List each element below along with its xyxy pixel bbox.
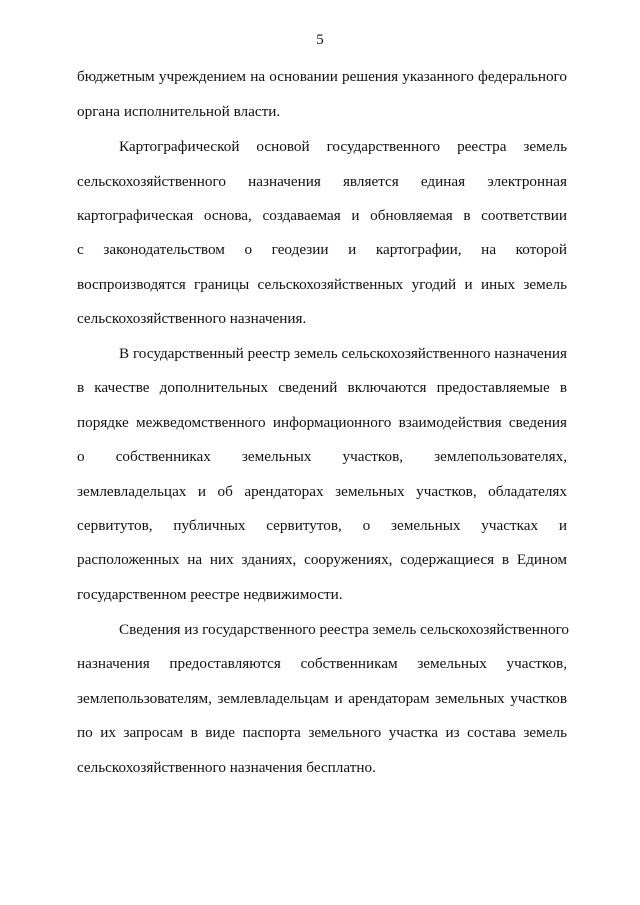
text-line: порядке межведомственного информационного взаимодействия сведения	[77, 414, 567, 431]
text-line: землевладельцах и об арендаторах земельных участков, обладателях	[77, 483, 567, 500]
text-line: с законодательством о геодезии и картографии, на которой	[77, 241, 567, 258]
text-line: Сведения из государственного реестра земель сельскохозяйственного	[119, 621, 570, 638]
text-line: сельскохозяйственного назначения.	[77, 310, 307, 327]
text-line: в качестве дополнительных сведений включаются предоставляемые в	[77, 379, 567, 396]
text-line: сервитутов, публичных сервитутов, о земельных участках и	[77, 517, 567, 534]
text-line: расположенных на них зданиях, сооружениях, содержащиеся в Едином	[77, 551, 567, 568]
text-line: воспроизводятся границы сельскохозяйственных угодий и иных земель	[77, 276, 567, 293]
text-line: назначения предоставляются собственникам земельных участков,	[77, 655, 567, 672]
text-line: бюджетным учреждением на основании решения указанного федерального	[77, 68, 567, 85]
text-line: по их запросам в виде паспорта земельного участка из состава земель	[77, 724, 567, 741]
text-line: государственном реестре недвижимости.	[77, 586, 343, 603]
text-line: о собственниках земельных участков, землепользователях,	[77, 448, 567, 465]
text-line: сельскохозяйственного назначения является единая электронная	[77, 173, 567, 190]
text-line: землепользователям, землевладельцам и арендаторам земельных участков	[77, 690, 567, 707]
text-line: В государственный реестр земель сельскохозяйственного назначения	[119, 345, 567, 362]
page-number: 5	[316, 32, 324, 48]
text-line: картографическая основа, создаваемая и обновляемая в соответствии	[77, 207, 567, 224]
text-line: органа исполнительной власти.	[77, 103, 281, 120]
text-line: сельскохозяйственного назначения бесплатно.	[77, 759, 376, 776]
text-line: Картографической основой государственного реестра земель	[119, 138, 567, 155]
